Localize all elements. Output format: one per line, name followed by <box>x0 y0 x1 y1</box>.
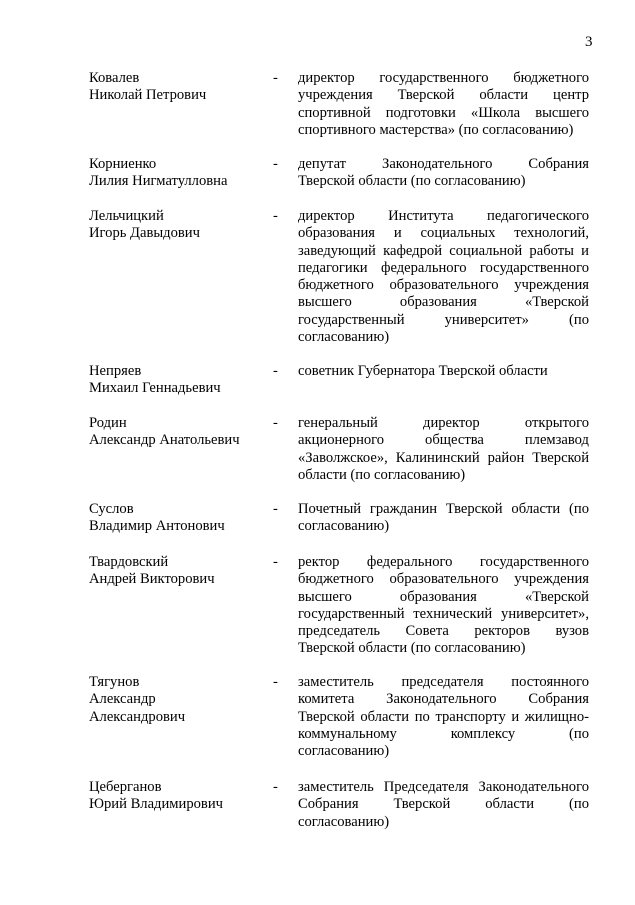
member-given-names: Александр <box>89 691 156 708</box>
position-line: государственный университет» (по <box>298 311 589 328</box>
position-line: государственный технический университет», <box>298 605 589 622</box>
dash-separator: - <box>273 70 278 86</box>
member-given-names: Владимир Антонович <box>89 518 225 535</box>
position-line: согласованию) <box>298 329 390 346</box>
position-line: заведующий кафедрой социальной работы и <box>298 242 589 259</box>
member-name <box>89 674 269 726</box>
member-name <box>89 363 269 398</box>
member-given-names: Михаил Геннадьевич <box>89 380 221 397</box>
member-surname: Ковалев <box>89 70 140 86</box>
position-line: комитета Законодательного Собрания <box>298 691 589 708</box>
position-line: спортивного мастерства» (по согласованию) <box>298 121 574 138</box>
position-line: согласованию) <box>298 813 390 830</box>
member-surname: Цеберганов <box>89 779 162 795</box>
position-line: согласованию) <box>298 743 390 760</box>
position-line: директор Института педагогического <box>298 208 589 224</box>
position-line: Почетный гражданин Тверской области (по <box>298 501 589 517</box>
member-surname: Корниенко <box>89 156 157 172</box>
position-line: Тверской области (по согласованию) <box>298 640 526 657</box>
member-name <box>89 208 269 243</box>
member-patronymic: Александрович <box>89 708 186 725</box>
member-surname: Твардовский <box>89 554 169 570</box>
member-given-names: Лилия Нигматулловна <box>89 173 228 190</box>
position-line: согласованию) <box>298 518 390 535</box>
member-given-names: Александр Анатольевич <box>89 432 240 449</box>
member-position <box>298 156 589 191</box>
member-name <box>89 501 269 536</box>
member-given-names: Андрей Викторович <box>89 571 215 588</box>
dash-separator: - <box>273 208 278 224</box>
position-line: ректор федерального государственного <box>298 554 589 570</box>
position-line: советник Губернатора Тверской области <box>298 363 548 379</box>
position-line: бюджетного образовательного учреждения <box>298 571 589 588</box>
position-line: высшего образования «Тверской <box>298 294 589 311</box>
member-name <box>89 779 269 814</box>
position-line: заместитель председателя постоянного <box>298 674 589 690</box>
position-line: Тверской области по транспорту и жилищно- <box>298 708 589 725</box>
member-name <box>89 415 269 450</box>
member-position <box>298 363 589 380</box>
position-line: генеральный директор открытого <box>298 415 589 431</box>
position-line: высшего образования «Тверской <box>298 588 589 605</box>
member-surname: Родин <box>89 415 127 431</box>
dash-separator: - <box>273 415 278 431</box>
dash-separator: - <box>273 554 278 570</box>
position-line: депутат Законодательного Собрания <box>298 156 589 172</box>
position-line: коммунальному комплексу (по <box>298 725 589 742</box>
position-line: «Заволжское», Калининский район Тверской <box>298 449 589 466</box>
position-line: образования и социальных технологий, <box>298 225 589 242</box>
member-name <box>89 156 269 191</box>
dash-separator: - <box>273 779 278 795</box>
position-line: директор государственного бюджетного <box>298 70 589 86</box>
member-position <box>298 208 589 346</box>
member-surname: Тягунов <box>89 674 140 690</box>
member-name <box>89 554 269 589</box>
position-line: Тверской области (по согласованию) <box>298 173 526 190</box>
position-line: бюджетного образовательного учреждения <box>298 277 589 294</box>
position-line: спортивной подготовки «Школа высшего <box>298 104 589 121</box>
member-position <box>298 674 589 760</box>
member-position <box>298 501 589 536</box>
member-given-names: Николай Петрович <box>89 87 207 104</box>
dash-separator: - <box>273 156 278 172</box>
member-given-names: Юрий Владимирович <box>89 796 223 813</box>
position-line: Собрания Тверской области (по <box>298 796 589 813</box>
position-line: председатель Совета ректоров вузов <box>298 623 589 640</box>
member-position <box>298 554 589 658</box>
position-line: области (по согласованию) <box>298 466 466 483</box>
member-position <box>298 415 589 484</box>
position-line: педагогики федерального государственного <box>298 259 589 276</box>
member-position <box>298 779 589 831</box>
position-line: учреждения Тверской области центр <box>298 87 589 104</box>
member-name <box>89 70 269 105</box>
dash-separator: - <box>273 674 278 690</box>
member-surname: Лельчицкий <box>89 208 164 224</box>
member-position <box>298 70 589 139</box>
member-surname: Суслов <box>89 501 134 517</box>
member-given-names: Игорь Давыдович <box>89 225 200 242</box>
position-line: акционерного общества племзавод <box>298 432 589 449</box>
dash-separator: - <box>273 363 278 379</box>
position-line: заместитель Председателя Законодательного <box>298 779 589 795</box>
dash-separator: - <box>273 501 278 517</box>
member-surname: Непряев <box>89 363 142 379</box>
page-number: 3 <box>585 34 593 50</box>
